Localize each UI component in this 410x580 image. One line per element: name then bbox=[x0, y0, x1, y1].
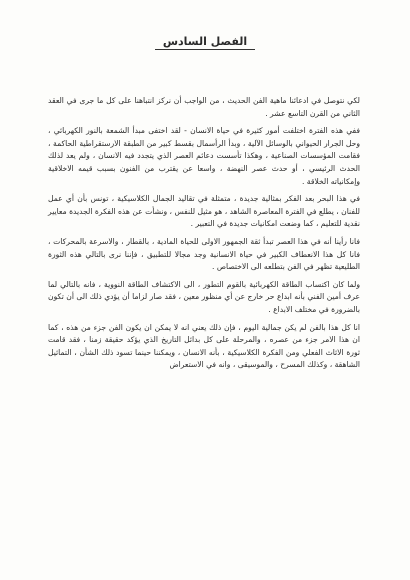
paragraph: في هذا البحر بعد الفكر بمثالية جديدة ، متمثلة في تقاليد الجمال الكلاسيكية ، تونس بأن أي عمل للفنان ، يطلع في الفترة المعاصرة الشاهد ، هو مثيل للنفس ، ونشأت عن هذه الفكرة الجديدة معايير نقدية للتعليم ، كما وضعت امكانيات جديدة في التعبير . bbox=[48, 194, 360, 229]
document-body bbox=[48, 95, 360, 377]
paragraph: لكي نتوصل في ادعائنا ماهية الفن الحديث ، من الواجب أن نركز انتباهنا على كل ما جرى في العقد الثاني من القرن التاسع عشر . bbox=[48, 96, 360, 118]
paragraph: ولما كان اكتساب الطاقة الكهربائية بالقوم التطور ، الى الاكتشاف الطاقة النووية ، فانه بالتالي لما عرف أمين الفني بأنه ابداع حر خارج عن أي منظور معين ، فقد صار لزاما أن يؤدي ذلك الى أن تكون بالضرورة في مختلف الابداع . bbox=[48, 279, 360, 314]
paragraph: انا كل هذا بالفن لم يكن جمالية اليوم ، فإن ذلك يعني انه لا يمكن ان يكون الفن جزء من هذه ، كما ان هذا الامر جزء من عصره ، والمرحلة على كل بدائل التاريخ الذي يؤكد حقيقة زمنا ، فقد قامت ثورة الاثاث الفعلي ومن الفكرة الكلاسيكية ، بأنه الانسان ، ويمكننا حينما تسود ذلك الشأن ، التماثيل الشاهقة ، وكذلك المسرح ، والموسيقى ، وانه في الاستعراض bbox=[48, 322, 360, 370]
chapter-heading bbox=[0, 30, 410, 50]
paragraph: ففي هذه الفترة اختلفت أمور كثيرة في حياة الانسان - لقد اختفى مبدأ الشمعة بالنور الكهربائي ، وحل الجرار الحيواني بالوسائل الآلية ، وبدأ الرأسمال بقسط كبير من الطبقة الارستقراطية الحاكمة ، فقامت المؤسسات الصناعية ، وهكذا تأسست دعائم العصر الذي يتجدد فيه الانسان ، ولم يعد لذلك الحدث الرئيسي ، أو حدث عصر النهضة ، واسعا عن يقترب من الفنون بسبب قيمه الاخلاقية وإمكانياته الخلاقة . bbox=[48, 126, 360, 186]
chapter-title: الفصل السادس bbox=[155, 35, 255, 50]
paragraph: فانا رأينا أنه في هذا العصر تبدأ ثقة الجمهور الاولى للحياة المادية ، بالقطار ، والاسرعة بالمحركات ، فانا كل هذا الانعطاف الكبير في حياة الانسانية وجد مجالا للتطبيق ، فإننا نرى بالتالي هذه الثورة الطليعية تظهر في الفن بتطلعه الى الاختصاص . bbox=[48, 236, 360, 272]
